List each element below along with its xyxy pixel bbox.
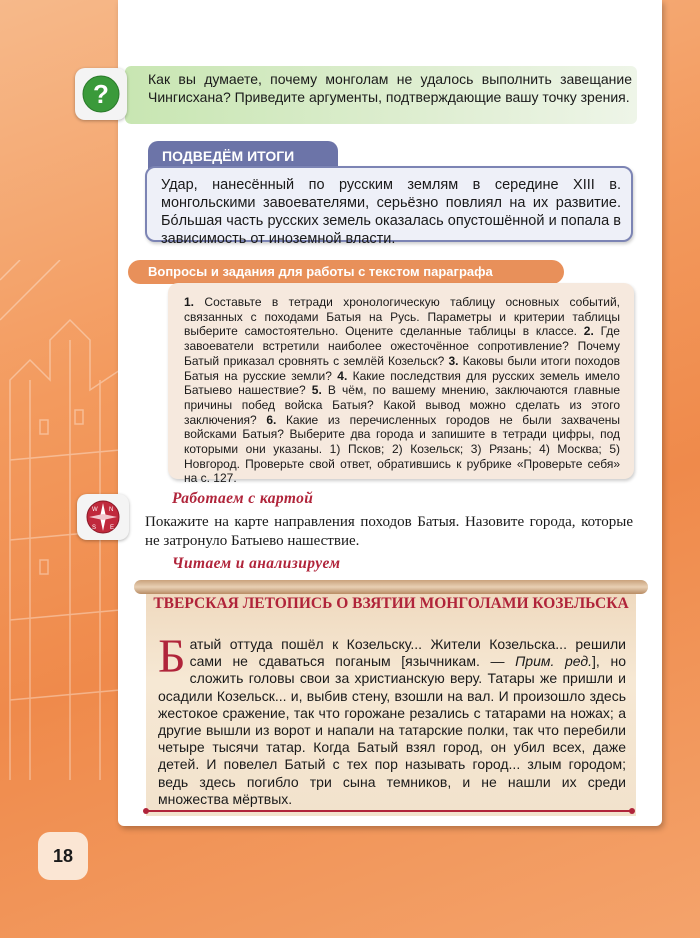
task-text: Где завоеватели встретили наиболее ожесточённое сопротивление? Почему Батый приказал сровнять с землёй Козельск? <box>184 324 620 368</box>
task-text: Какие из перечисленных городов не были захвачены войсками Батыя? Выберите два города и запишите в тетради цифры, под которыми они указаны. 1) Псков; 2) Козельск; 3) Рязань; 4) Москва; 5) Новгород. Проверьте свой ответ, обратившись к рубрике «Проверьте себя» на с. 127. <box>184 412 620 486</box>
svg-text:S: S <box>92 525 97 531</box>
document-text-part: ], но сложить головы свои за христианскую веру. Татары же пришли и осадили Козельск... и, выбив стену, взошли на вал. И произошло здесь жестокое сражение, так что горожане резались с татарами на ножах; а другие вышли из ворот и напали на татарские полки, так что перебили четыре тысячи татар. Когда Батый взял город, он убил всех, даже детей. И повелел Батый с тех пор называть город... злым городом; ведь здесь погибло три сына темников, и не нашли их среди множества мёртвых. <box>158 653 626 807</box>
document-text-part: атый оттуда пошёл к Козельску... Жители Козельска... решили сами не сдаваться поганым [язычникам. — <box>189 636 626 670</box>
task-number: 5. <box>311 383 322 398</box>
task-number: 4. <box>337 368 348 383</box>
tasks-title: Вопросы и задания для работы с текстом параграфа <box>128 260 564 284</box>
svg-text:N: N <box>109 507 114 513</box>
page-number: 18 <box>38 832 88 880</box>
svg-text:W: W <box>92 507 98 513</box>
document-text-italic: Прим. ред. <box>515 653 593 670</box>
question-icon <box>75 68 127 120</box>
compass-icon <box>77 494 129 540</box>
task-text: Составьте в тетради хронологическую таблицу основных событий, связанных с походами Батыя на Русь. Параметры и критерии таблицы выберите самостоятельно. Оцените сделанные таблицы в классе. <box>184 295 621 339</box>
svg-text:?: ? <box>93 79 109 109</box>
tasks-list <box>168 283 634 486</box>
svg-text:E: E <box>110 525 115 531</box>
summary-text: Удар, нанесённый по русским землям в середине XIII в. монгольскими завоевателями, серьёзно повлиял на их развитие. Бóльшая часть русских земель оказалась опустошённой и попала в зависимость от иноземной власти. <box>145 166 633 242</box>
document-title: ТВЕРСКАЯ ЛЕТОПИСЬ О ВЗЯТИИ МОНГОЛАМИ КОЗЕЛЬСКА <box>153 595 629 612</box>
scroll-roll <box>134 580 648 594</box>
task-text: Каковы были итоги походов Батыя на русские земли? <box>184 353 620 383</box>
task-number: 1. <box>184 295 195 309</box>
task-text: В чём, по вашему мнению, заключаются главные причины побед войска Батыя? Какой вывод можно сделать из этого заключения? <box>184 383 620 427</box>
task-number: 6. <box>266 412 277 427</box>
question-text: Как вы думаете, почему монголам не удалось выполнить завещание Чингисхана? Приведите аргументы, подтверждающие вашу точку зрения. <box>148 71 632 105</box>
task-text: Какие последствия для русских земель имело Батыево нашествие? <box>184 368 620 398</box>
map-section-title: Работаем с картой <box>172 490 314 507</box>
reading-section-title: Читаем и анализируем <box>172 555 341 572</box>
divider <box>146 810 632 812</box>
task-number: 3. <box>448 353 459 368</box>
dropcap: Б <box>158 630 186 683</box>
task-number: 2. <box>583 324 594 339</box>
summary-title: ПОДВЕДЁМ ИТОГИ <box>148 141 338 171</box>
map-section-text: Покажите на карте направления походов Батыя. Назовите города, которые не затронуло Батыево нашествие. <box>145 514 633 549</box>
document-text <box>158 630 626 808</box>
